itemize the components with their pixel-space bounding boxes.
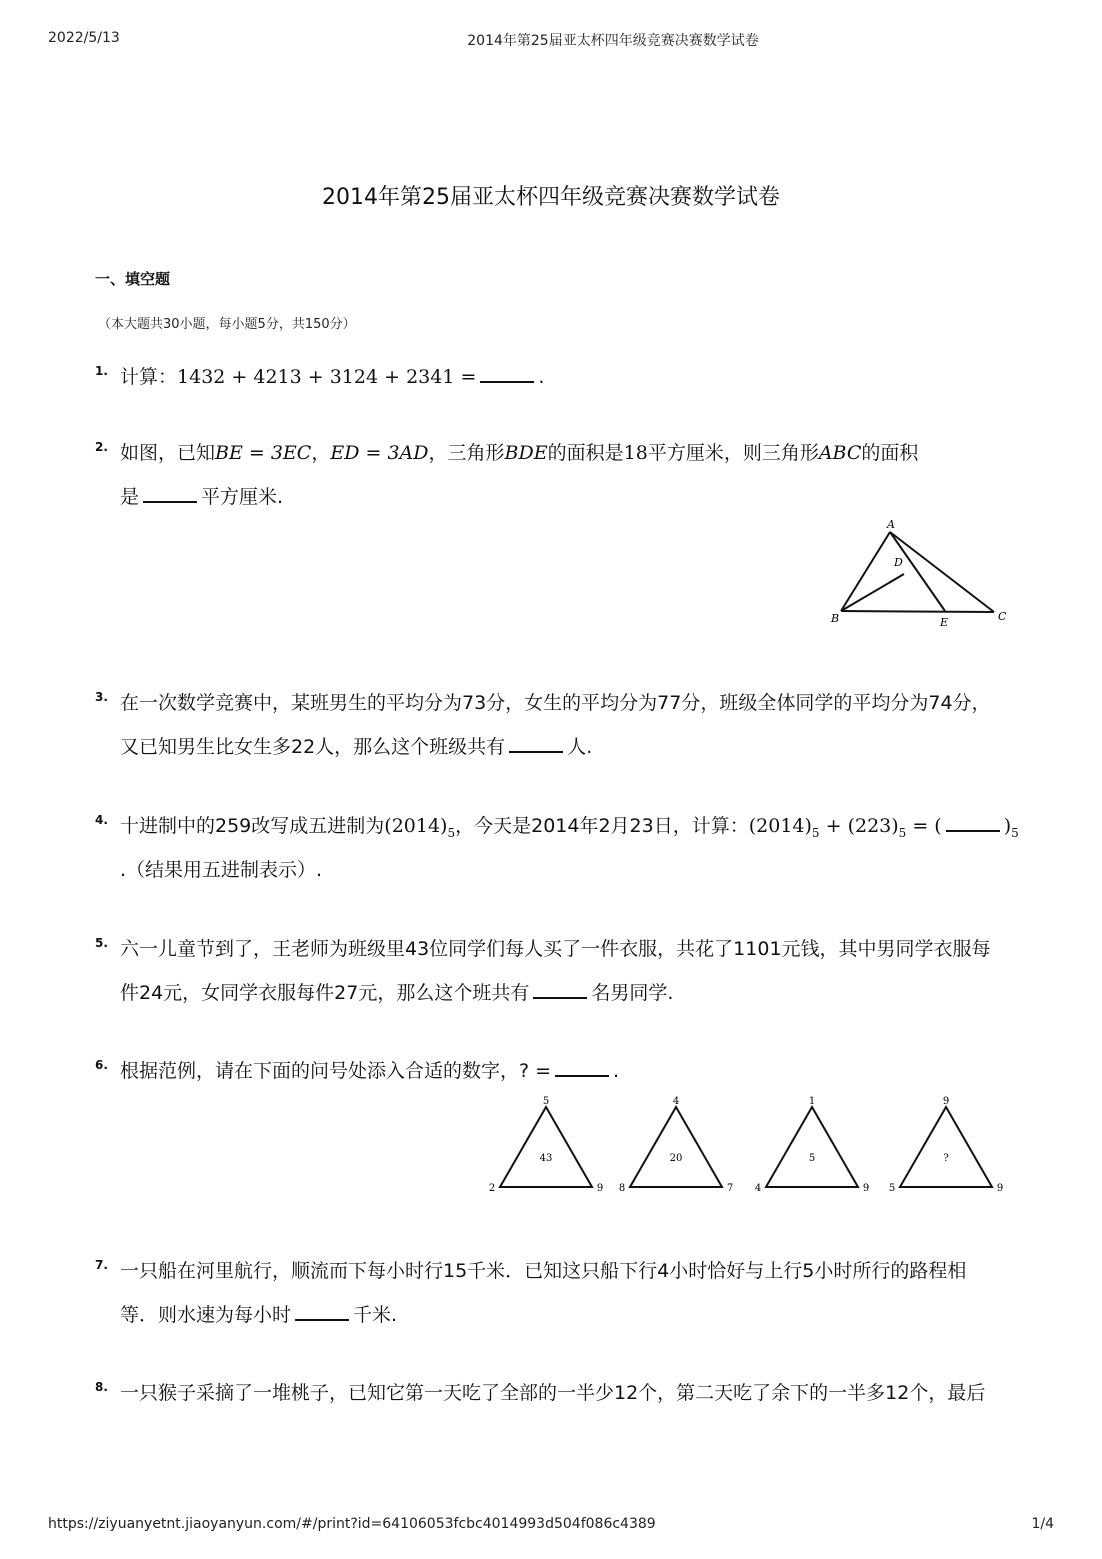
- question-number: 8.: [95, 1380, 108, 1394]
- print-footer-url: https://ziyuanyetnt.jiaoyanyun.com/#/print?id=64106053fcbc4014993d504f086c4389: [48, 1516, 656, 1532]
- question-text-line2: [120, 732, 592, 759]
- question-number: 5.: [95, 936, 108, 950]
- point-label-C: C: [998, 610, 1007, 623]
- answer-blank: [480, 380, 534, 383]
- question-text-part: 根据范例，请在下面的问号处添入合适的数字，? =: [120, 1060, 552, 1082]
- question-text-part: 十进制中的259改写成五进制为: [120, 815, 385, 837]
- question-text: 在一次数学竞赛中，某班男生的平均分为73分，女生的平均分为77分，班级全体同学的平均分为74分，: [120, 692, 991, 714]
- center-value-label: 43: [539, 1153, 553, 1164]
- center-value-label: 5: [808, 1153, 816, 1164]
- vertex-right-label: 7: [726, 1183, 734, 1194]
- question-number: 3.: [95, 690, 108, 704]
- vertex-right-label: 9: [996, 1183, 1004, 1194]
- segment-AC: [890, 532, 994, 612]
- question-text-part: ，今天是2014年2月23日，计算：: [455, 815, 749, 837]
- math-expression: ): [1003, 815, 1012, 837]
- vertex-top-label: 4: [672, 1096, 680, 1107]
- question-text-part: 千米.: [353, 1304, 398, 1326]
- math-expression: 1432 + 4213 + 3124 + 2341 =: [177, 366, 477, 388]
- math-expression: BDE: [504, 442, 548, 464]
- point-label-B: B: [831, 612, 840, 625]
- answer-blank: [533, 996, 587, 999]
- math-subscript: 5: [898, 825, 907, 840]
- math-subscript: 5: [447, 825, 456, 840]
- segment-AE: [890, 532, 945, 611]
- question-text-part: 名男同学.: [591, 982, 674, 1004]
- triangle-outline: [900, 1107, 992, 1187]
- math-expression: (2014): [384, 815, 448, 837]
- question-text-line2: [120, 482, 283, 509]
- question-number: 4.: [95, 813, 108, 827]
- triangle-outline: [766, 1107, 858, 1187]
- vertex-top-label: 9: [942, 1096, 950, 1107]
- math-subscript: 5: [1011, 825, 1019, 840]
- question-text-part: 平方厘米.: [201, 486, 284, 508]
- number-triangle-3: [755, 1096, 869, 1194]
- vertex-left-label: 5: [888, 1183, 896, 1194]
- number-triangles-figure: [480, 1090, 1020, 1200]
- question-text: [120, 438, 918, 465]
- print-header-date: 2022/5/13: [48, 30, 120, 46]
- print-footer-page-number: 1/4: [1031, 1516, 1054, 1532]
- number-triangle-4: [889, 1096, 1003, 1194]
- point-label-A: A: [887, 518, 895, 531]
- question-text-part: ，: [311, 442, 331, 464]
- answer-blank: [555, 1074, 609, 1077]
- center-value-label: 20: [669, 1153, 683, 1164]
- answer-blank: [946, 829, 1000, 832]
- math-expression: = (: [906, 815, 942, 837]
- answer-blank: [295, 1318, 349, 1321]
- math-expression: 18: [623, 442, 648, 464]
- answer-blank: [143, 500, 197, 503]
- question-number: 1.: [95, 364, 108, 378]
- question-text-part: .: [538, 366, 545, 388]
- vertex-top-label: 1: [808, 1096, 816, 1107]
- question-text-part: 人.: [567, 736, 593, 758]
- math-expression: BE = 3EC: [215, 442, 312, 464]
- segment-AB: [841, 532, 890, 611]
- number-triangle-1: [489, 1096, 603, 1194]
- question-text: 一只船在河里航行，顺流而下每小时行15千米．已知这只船下行4小时恰好与上行5小时所行的路程相: [120, 1260, 967, 1282]
- document-title: 2014年第25届亚太杯四年级竞赛决赛数学试卷: [322, 185, 780, 210]
- question-text-part: 等．则水速为每小时: [120, 1304, 292, 1326]
- math-expression: ED = 3AD: [330, 442, 429, 464]
- vertex-right-label: 9: [596, 1183, 604, 1194]
- question-text: [120, 1056, 619, 1083]
- question-number: 7.: [95, 1258, 108, 1272]
- math-expression: ABC: [818, 442, 862, 464]
- point-label-E: E: [940, 616, 949, 629]
- vertex-right-label: 9: [862, 1183, 870, 1194]
- segment-BD: [841, 574, 904, 611]
- question-text: [120, 362, 544, 389]
- triangle-outline: [630, 1107, 722, 1187]
- vertex-left-label: 4: [754, 1183, 762, 1194]
- question-text-part: 又已知男生比女生多22人，那么这个班级共有: [120, 736, 506, 758]
- question-text-part: 计算：: [120, 366, 178, 388]
- print-header-title: 2014年第25届亚太杯四年级竞赛决赛数学试卷: [467, 33, 759, 49]
- triangle-outline: [500, 1107, 592, 1187]
- math-expression: (2014): [748, 815, 812, 837]
- question-text-line2: [120, 978, 673, 1005]
- question-text: 六一儿童节到了，王老师为班级里43位同学们每人买了一件衣服，共花了1101元钱，其中男同学衣服每: [120, 938, 991, 960]
- question-text-part: ，三角形: [428, 442, 505, 464]
- answer-blank: [509, 750, 563, 753]
- section-note: （本大题共30小题，每小题5分，共150分）: [98, 317, 356, 332]
- triangle-figure-q2: [820, 515, 1020, 635]
- math-subscript: 5: [811, 825, 820, 840]
- question-text-line2: [120, 1300, 397, 1327]
- question-text-part: 的面积: [861, 442, 919, 464]
- section-title: 一、填空题: [95, 270, 171, 288]
- question-text-part: .: [613, 1060, 620, 1082]
- vertex-left-label: 8: [618, 1183, 626, 1194]
- point-label-D: D: [894, 556, 903, 569]
- question-text-part: 如图，已知: [120, 442, 216, 464]
- vertex-left-label: 2: [488, 1183, 496, 1194]
- question-number: 6.: [95, 1058, 108, 1072]
- question-text-part: 平方厘米，则三角形: [647, 442, 819, 464]
- question-number: 2.: [95, 440, 108, 454]
- number-triangle-2: [619, 1096, 733, 1194]
- question-text-part: 件24元，女同学衣服每件27元，那么这个班共有: [120, 982, 530, 1004]
- vertex-top-label: 5: [542, 1096, 550, 1107]
- math-expression: (223): [847, 815, 899, 837]
- segment-BC: [841, 611, 994, 612]
- question-text-part: 的面积是: [547, 442, 624, 464]
- math-expression: +: [819, 815, 848, 837]
- center-value-label: ?: [943, 1153, 949, 1164]
- question-text-line2: .（结果用五进制表示）.: [120, 859, 323, 881]
- question-text: [120, 811, 1019, 840]
- question-text: 一只猴子采摘了一堆桃子，已知它第一天吃了全部的一半少12个，第二天吃了余下的一半多12个，最后: [120, 1382, 986, 1404]
- question-text-part: 是: [120, 486, 140, 508]
